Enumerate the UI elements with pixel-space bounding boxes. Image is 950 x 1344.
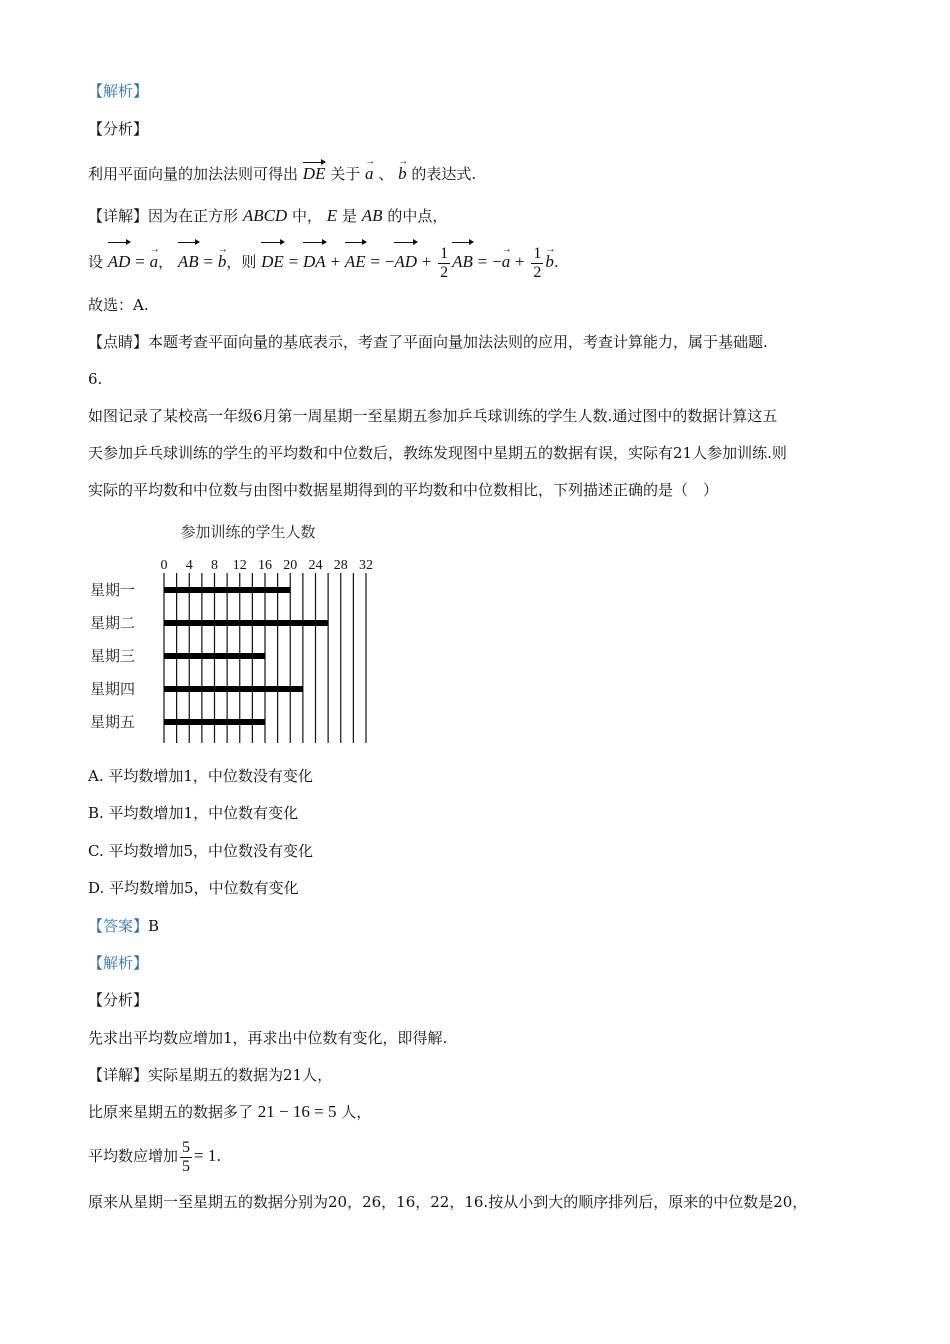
answer: 【答案】B [88, 917, 160, 935]
x-tick-label: 16 [258, 558, 272, 573]
option-b: B. 平均数增加1，中位数有变化 [88, 804, 299, 822]
question-line-1: 如图记录了某校高一年级6月第一周星期一至星期五参加乒乓球训练的学生人数.通过图中的数据计算这五 [88, 407, 778, 425]
fenxi-1-text: 利用平面向量的加法法则可得出 DE 关于 a → 、 b → 的表达式. [88, 161, 476, 184]
vector-b: b → [398, 164, 407, 184]
detail-2: 【详解】实际星期五的数据为21人， [88, 1066, 333, 1084]
vector-de: DE [303, 161, 326, 184]
x-tick-label: 8 [211, 558, 218, 573]
x-tick-label: 28 [333, 558, 348, 573]
category-label: 星期二 [90, 614, 136, 632]
bar [164, 620, 328, 626]
average-line: 平均数应增加 $\frac{5}{5}$ = 1. [88, 1138, 222, 1175]
bar [164, 587, 290, 593]
x-tick-label: 24 [308, 558, 323, 573]
bar-chart [88, 515, 388, 750]
category-label: 星期四 [90, 680, 136, 698]
fenxi-header-1: 【分析】 [88, 120, 149, 138]
bar [164, 686, 303, 692]
question-line-2: 天参加乒乓球训练的学生的平均数和中位数后，教练发现图中星期五的数据有误，实际有21人参加训练.则 [88, 444, 787, 462]
x-tick-label: 20 [283, 558, 298, 573]
fenxi-header-2: 【分析】 [88, 991, 149, 1009]
option-d: D. 平均数增加5，中位数有变化 [88, 879, 299, 897]
chart-title: 参加训练的学生人数 [180, 523, 316, 541]
bar [164, 719, 265, 725]
fenxi-2-text: 先求出平均数应增加1，再求出中位数有变化，即得解. [88, 1029, 448, 1047]
category-label: 星期一 [90, 581, 136, 599]
detail-1: 【详解】因为在正方形 ABCD 中， E 是 AB 的中点， [88, 206, 448, 225]
jiexi-header-1: 【解析】 [88, 82, 149, 100]
question-line-3: 实际的平均数和中位数与由图中数据星期得到的平均数和中位数相比，下列描述正确的是（ ） [88, 481, 719, 499]
x-tick-label: 32 [359, 558, 373, 573]
option-c: C. 平均数增加5，中位数没有变化 [88, 842, 314, 860]
option-a: A. 平均数增加1，中位数没有变化 [88, 767, 313, 785]
choose-1: 故选：A. [88, 296, 149, 314]
compare-line: 比原来星期五的数据多了 21 − 16 = 5 人， [88, 1102, 372, 1121]
x-tick-label: 0 [160, 558, 168, 573]
bar [164, 653, 265, 659]
question-number: 6. [88, 370, 103, 388]
vector-formula: 设 AD = a →， AB = b →，则 DE = DA + AE = −AD + $\frac{1}{2}$ AB = −a → + $\frac{1}{2}$ b →. [88, 241, 559, 282]
last-line: 原来从星期一至星期五的数据分别为20，26，16，22，16.按从小到大的顺序排列后，原来的中位数是20， [88, 1193, 808, 1211]
jiexi-header-2: 【解析】 [88, 954, 149, 972]
vector-a: a → [365, 164, 374, 184]
category-label: 星期三 [90, 647, 136, 665]
x-tick-label: 4 [185, 558, 193, 573]
dianjing: 【点睛】本题考查平面向量的基底表示，考查了平面向量加法法则的应用，考查计算能力，属于基础题. [88, 333, 768, 351]
x-tick-label: 12 [232, 558, 247, 573]
category-label: 星期五 [90, 713, 136, 731]
